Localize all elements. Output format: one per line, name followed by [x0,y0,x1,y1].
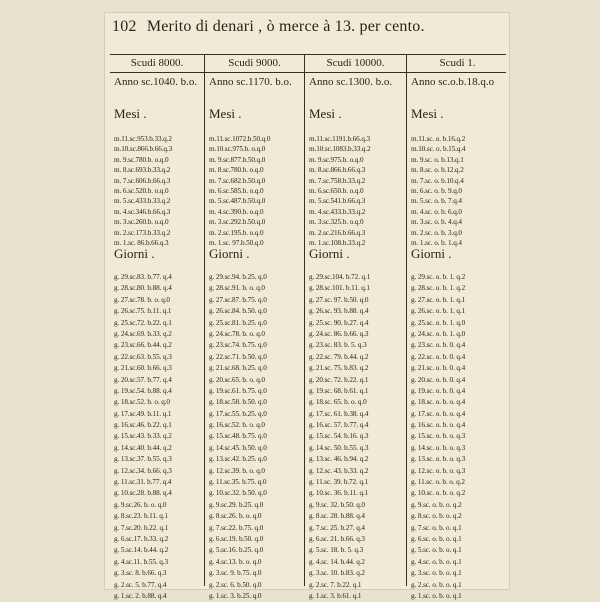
giorni-row: g. 5.sc. 18. b. 5. q.3 [309,546,364,555]
giorni-row: g. 21.sc. o. b. 0. q.4 [411,364,466,373]
giorni-label: Giorni . [209,246,250,261]
giorni-row: g. 27.sc. 97. b.50. q.0 [309,295,369,304]
giorni-row: g. 18.sc. o. b. o. q.4 [411,398,466,407]
giorni-row: g. 9.sc.26. b. o. q.0 [114,500,167,509]
mesi-row: m. 8.sc.693.b.33.q.2 [114,166,171,175]
mesi-label: Mesi . [309,106,342,121]
giorni-row: g. 14.sc.40. b.44. q.2 [114,443,172,452]
giorni-row: g. 3.sc. 9. b.75. q.0 [209,569,262,578]
giorni-row: g. 5.sc. o. b. o. q.1 [411,546,462,555]
giorni-row: g. 2.sc. o. b. o. q.1 [411,580,462,589]
giorni-row: g. 11.sc. 39. b.72. q.1 [309,478,369,487]
mesi-row: m. 8.sc. o. b.12.q.2 [411,166,464,175]
giorni-row: g. 7.sc.22. b.75. q.0 [209,523,264,532]
mesi-row: m. 3.sc.260.b. o.q.0 [114,218,169,227]
giorni-row: g. 13.sc. 46. b.94. q.2 [309,455,369,464]
mesi-row: m. 6.sc.520.b. o.q.0 [114,186,169,195]
mesi-list [411,134,506,248]
giorni-row: g. 16.sc. o. b. o. q.4 [411,421,466,430]
column-9000 [205,54,304,600]
anno-value: Anno sc.o.b.18.q.o [411,76,495,88]
giorni-row: g. 21.sc. 75. b.83. q.2 [309,364,369,373]
giorni-row: g. 15.sc.48. b.75. q.0 [209,432,267,441]
scudi-heading: Scudi 10000. [326,57,385,69]
mesi-row: m. 2.sc.173.b.33.q.2 [114,228,171,237]
giorni-row: g. 8.sc.23. b.11. q.1 [114,512,168,521]
mesi-label: Mesi . [209,106,242,121]
giorni-row: g. 10.sc. 36. b.11. q.1 [309,489,369,498]
mesi-label: Mesi . [411,106,444,121]
giorni-row: g. 22.sc.71. b.50. q.0 [209,352,267,361]
giorni-row: g. 15.sc. o. b. o. q.3 [411,432,466,441]
mesi-row: m. 3.sc.325.b. o.q.0 [309,218,364,227]
mesi-row: m.10.sc.866.b.66.q.3 [114,145,173,154]
giorni-row: g. 25.sc. 90. b.27. q.4 [309,318,369,327]
giorni-row: g. 8.sc. 28. b.88. q.4 [309,512,365,521]
giorni-row: g. 22.sc. 79. b.44. q.2 [309,352,369,361]
mesi-row: m. 2.sc.195.b. o.q.0 [209,228,264,237]
giorni-row: g. 19.sc. 68. b.61. q.1 [309,386,369,395]
giorni-row: g. 22.sc. o. b. 0. q.4 [411,352,466,361]
running-head [112,18,508,44]
giorni-row: g. 24.sc.78. b. o. q.0 [209,329,265,338]
mesi-row: m. 7.sc.758.b.33.q.2 [309,176,366,185]
mesi-row: m. 7.sc.682.b.50.q.0 [209,176,266,185]
scudi-heading: Scudi 8000. [130,57,184,69]
giorni-label: Giorni . [309,246,350,261]
giorni-row: g. 23.sc.66. b.44. q.2 [114,341,172,350]
mesi-row: m. 4.sc.390.b. o.q.0 [209,207,264,216]
giorni-row: g. 13.sc.42. b.25. q.0 [209,455,267,464]
column-1 [407,54,508,600]
giorni-row: g. 10.sc. o. b. o. q.2 [411,489,466,498]
mesi-row: m. 1.sc. o. b. 1.q.4 [411,238,462,247]
giorni-row: g. 4.sc.11. b.55. q.3 [114,557,168,566]
giorni-row: g. 23.sc.74. b.75. q.0 [209,341,267,350]
giorni-row: g. 29.sc.94. b.25. q.0 [209,273,267,281]
mesi-row: m. 4.sc.433.b.33.q.2 [309,207,366,216]
giorni-row: g. 27.sc. o. b. 1. q.1 [411,295,466,304]
column-10000 [305,54,406,600]
giorni-row: g. 18.sc.52. b. o. q.0 [114,398,170,407]
mesi-row: m. 4.sc. o. b. 6.q.0 [411,207,462,216]
giorni-row: g. 2.sc. 7. b.22. q.1 [309,580,362,589]
mesi-row: m. 7.sc. o. b.10.q.4 [411,176,464,185]
giorni-row: g. 5.sc.16. b.25. q.0 [209,546,264,555]
giorni-row: g. 12.sc.39. b. o. q.0 [209,466,265,475]
giorni-row: g. 11.sc. o. b. o. q.2 [411,478,465,487]
mesi-row: m. 4.sc.346.b.66.q.3 [114,207,171,216]
giorni-row: g. 11.sc.31. b.77. q.4 [114,478,172,487]
mesi-row: m. 1.sc.108.b.33.q.2 [309,238,366,247]
mesi-row: m. 5.sc.487.b.50.q.0 [209,197,266,206]
giorni-row: g. 12.sc.34. b.66. q.3 [114,466,172,475]
giorni-row: g. 7.sc. o. b. o. q.1 [411,523,462,532]
giorni-row: g. 2.sc. 5. b.77. q.4 [114,580,167,589]
giorni-row: g. 9.sc.29. b.25. q.0 [209,500,264,509]
giorni-row: g. 28.sc. o. b. 1. q.2 [411,284,466,293]
giorni-row: g. 1.sc. 3. b.25. q.0 [209,591,262,600]
giorni-row: g. 16.sc.52. b. o. q.0 [209,421,265,430]
giorni-row: g. 25.sc. o. b. 1. q.0 [411,318,466,327]
giorni-row: g. 28.sc.101. b.11. q.1 [309,284,370,293]
giorni-row: g. 20.sc.57. b.77. q.4 [114,375,172,384]
scudi-heading: Scudi 9000. [228,57,281,69]
page-number: 102 [112,18,137,35]
mesi-row: m. 9.sc.877.b.50.q.0 [209,155,266,164]
mesi-row: m. 3.sc.292.b.50.q.0 [209,218,266,227]
anno-value: Anno sc.1040. b.o. [114,76,198,88]
giorni-row: g. 1.sc. 2. b.88. q.4 [114,591,167,600]
mesi-row: m. 8.sc.780.b. o.q.0 [209,166,264,175]
giorni-row: g. 22.sc.63. b.55. q.3 [114,352,172,361]
giorni-row: g. 25.sc.81. b.25. q.0 [209,318,267,327]
giorni-row: g. 15.sc. 54. b.16. q.3 [309,432,369,441]
giorni-row: g. 29.sc. o. b. 1. q.2 [411,273,466,281]
mesi-row: m.10.sc. o. b.15.q.4 [411,145,466,154]
giorni-row: g. 14.sc.45. b.50. q.0 [209,443,267,452]
giorni-label: Giorni . [114,246,155,261]
giorni-row: g. 4.sc.13. b. o. q.0 [209,557,262,566]
giorni-row: g. 11.sc.35. b.75. q.0 [209,478,267,487]
giorni-row: g. 15.sc.43. b.33. q.2 [114,432,172,441]
giorni-row: g. 23.sc. 83. b. 5. q.3 [309,341,367,350]
giorni-row: g. 19.sc.54. b.88. q.4 [114,386,172,395]
giorni-row: g. 24.sc. o. b. 1. q.0 [411,329,466,338]
mesi-row: m. 6.sc. o. b. 9.q.0 [411,186,462,195]
mesi-row: m. 5.sc. o. b. 7.q.4 [411,197,462,206]
giorni-row: g. 3.sc. 10. b.83. q.2 [309,569,365,578]
giorni-row: g. 26.sc. 93. b.88. q.4 [309,307,369,316]
giorni-row: g. 6.sc. o. b. o. q.1 [411,534,462,543]
giorni-row: g. 24.sc. 86. b.66. q.3 [309,329,369,338]
giorni-row: g. 17.sc. o. b. o. q.4 [411,409,466,418]
giorni-row: g. 26.sc.84. b.50. q.0 [209,307,267,316]
mesi-row: m.11.sc.953.b.33.q.2 [114,135,172,143]
mesi-row: m. 9.sc. o. b.13.q.1 [411,155,464,164]
mesi-row: m. 8.sc.866.b.66.q.3 [309,166,366,175]
mesi-row: m. 2.sc. o. b. 3.q.0 [411,228,462,237]
giorni-row: g. 29.sc.83. b.77. q.4 [114,273,172,281]
mesi-row: m. 1.sc. 97.b.50.q.0 [209,238,264,247]
giorni-row: g. 2.sc. 6. b.50. q.0 [209,580,262,589]
mesi-list [209,134,302,248]
giorni-row: g. 6.sc.17. b.33. q.2 [114,534,169,543]
mesi-row: m. 7.sc.606.b.66.q.3 [114,176,171,185]
giorni-row: g. 26.sc.75. b.11. q.1 [114,307,172,316]
giorni-row: g. 21.sc.68. b.25. q.0 [209,364,267,373]
giorni-row: g. 28.sc.91. b. o. q.0 [209,284,265,293]
mesi-row: m. 9.sc.975.b. o.q.0 [309,155,364,164]
giorni-row: g. 13.sc. o. b. o. q.3 [411,455,466,464]
giorni-row: g. 27.sc.78. b. o. q.0 [114,295,170,304]
giorni-row: g. 8.sc. o. b. o. q.2 [411,512,462,521]
book-page [104,12,510,600]
giorni-row: g. 29.sc.104. b.72. q.1 [309,273,371,281]
giorni-row: g. 16.sc.46. b.22. q.1 [114,421,172,430]
giorni-row: g. 10.sc.32. b.50. q.0 [209,489,267,498]
giorni-row: g. 6.sc. 21. b.66. q.3 [309,534,365,543]
mesi-row: m.11.sc. o. b.16.q.2 [411,135,466,143]
giorni-row: g. 20.sc.65. b. o. q.0 [209,375,265,384]
mesi-list [114,134,202,248]
giorni-row: g. 12.sc. o. b. o. q.3 [411,466,466,475]
mesi-row: m. 3.sc. o. b. 4.q.4 [411,218,462,227]
mesi-row: m. 6.sc.585.b. o.q.0 [209,186,264,195]
giorni-row: g. 19.sc.61. b.75. q.0 [209,386,267,395]
mesi-row: m.11.sc.1072.b.50.q.0 [209,135,271,143]
giorni-row: g. 17.sc.49. b.11. q.1 [114,409,172,418]
giorni-row: g. 4.sc. o. b. o. q.1 [411,557,462,566]
mesi-list [309,134,404,248]
giorni-row: g. 1.sc. o. b. o. q.1 [411,591,462,600]
giorni-row: g. 6.sc.19. b.50. q.0 [209,534,264,543]
mesi-label: Mesi . [114,106,147,121]
mesi-row: m. 6.sc.650.b. o.q.0 [309,186,364,195]
giorni-row: g. 20.sc. o. b. 0. q.4 [411,375,466,384]
anno-value: Anno sc.1300. b.o. [309,76,393,88]
giorni-row: g. 5.sc.14. b.44. q.2 [114,546,169,555]
giorni-row: g. 19.sc. o. b. 0. q.4 [411,386,466,395]
giorni-row: g. 10.sc.28. b.88. q.4 [114,489,172,498]
giorni-row: g. 13.sc.37. b.55. q.3 [114,455,172,464]
giorni-row: g. 26.sc. o. b. 1. q.1 [411,307,466,316]
mesi-row: m. 5.sc.433.b.33.q.2 [114,197,171,206]
mesi-row: m. 1.sc. 86.b.66.q.3 [114,238,169,247]
giorni-row: g. 18.sc.58. b.50. q.0 [209,398,267,407]
giorni-row: g. 17.sc.55. b.25. q.0 [209,409,267,418]
mesi-row: m.10.sc.975.b. o.q.0 [209,145,266,154]
page-title: Merito di denari , ò merce à 13. per cento. [146,18,425,35]
giorni-row: g. 23.sc. o. b. 0. q.4 [411,341,466,350]
giorni-list [411,272,506,602]
giorni-row: g. 28.sc.80. b.88. q.4 [114,284,172,293]
anno-value: Anno sc.1170. b.o. [209,76,292,88]
giorni-list [209,272,302,602]
mesi-row: m.10.sc.1083.b.33.q.2 [309,145,371,154]
mesi-row: m. 5.sc.541.b.66.q.3 [309,197,366,206]
giorni-row: g. 17.sc. 61. b.38. q.4 [309,409,369,418]
giorni-row: g. 27.sc.87. b.75. q.0 [209,295,267,304]
giorni-row: g. 9.sc. o. b. o. q.2 [411,500,462,509]
mesi-row: m. 2.sc.216.b.66.q.3 [309,228,366,237]
giorni-row: g. 1.sc. 3. b.61. q.1 [309,591,362,600]
giorni-row: g. 24.sc.69. b.33. q.2 [114,329,172,338]
giorni-row: g. 16.sc. 57. b.77. q.4 [309,421,369,430]
giorni-row: g. 20.sc. 72. b.22. q.1 [309,375,369,384]
giorni-row: g. 4.sc. 14. b.44. q.2 [309,557,365,566]
mesi-row: m.11.sc.1191.b.66.q.3 [309,135,371,143]
giorni-row: g. 7.sc. 25. b.27. q.4 [309,523,365,532]
giorni-row: g. 9.sc. 32. b.50. q.0 [309,500,365,509]
giorni-row: g. 7.sc.20. b.22. q.1 [114,523,169,532]
scudi-heading: Scudi 1. [439,57,476,69]
column-8000 [110,54,204,600]
giorni-label: Giorni . [411,246,452,261]
giorni-row: g. 3.sc. 8. b.66. q.3 [114,569,167,578]
giorni-row: g. 14.sc. 50. b.55. q.3 [309,443,369,452]
giorni-list [309,272,404,602]
giorni-row: g. 14.sc. o. b. o. q.3 [411,443,466,452]
giorni-row: g. 25.sc.72. b.22. q.1 [114,318,172,327]
giorni-row: g. 3.sc. o. b. o. q.1 [411,569,462,578]
mesi-row: m. 9.sc.780.b. o.q.0 [114,155,169,164]
giorni-list [114,272,202,602]
giorni-row: g. 8.sc.26. b. o. q.0 [209,512,262,521]
giorni-row: g. 21.sc.60. b.66. q.3 [114,364,172,373]
giorni-row: g. 18.sc. 65. b. o. q.0 [309,398,367,407]
giorni-row: g. 12.sc. 43. b.33. q.2 [309,466,369,475]
